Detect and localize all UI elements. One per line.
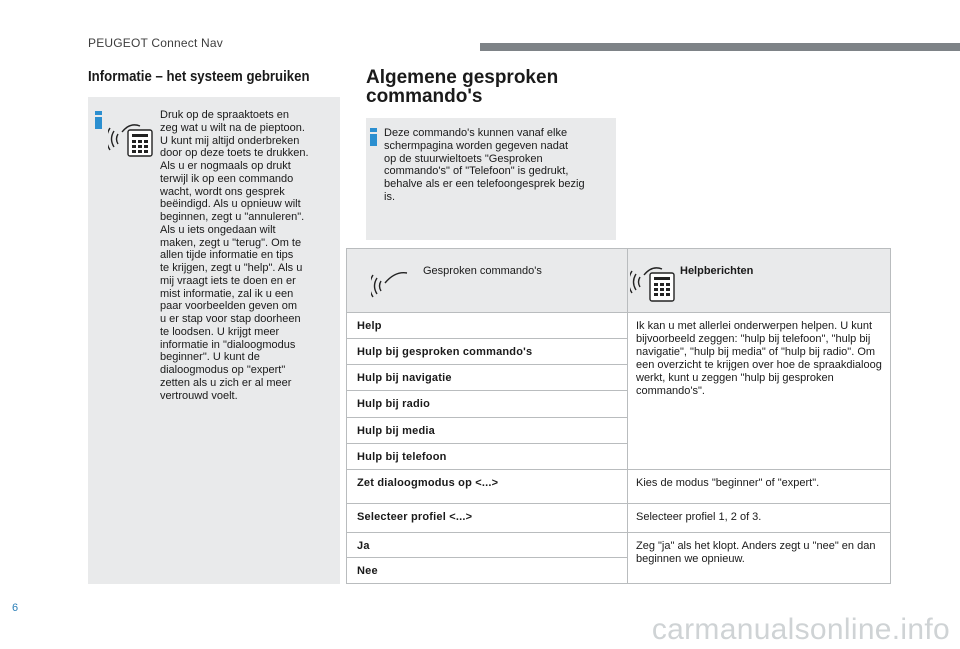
yes-no-message: Zeg "ja" als het klopt. Anders zegt u "nee" en dan beginnen we opnieuw. [636, 540, 876, 565]
voice-commands-table [346, 248, 891, 584]
table-row [347, 533, 891, 558]
command-no: Nee [357, 565, 378, 577]
voice-keypad-icon [630, 257, 676, 303]
table-row [347, 504, 891, 533]
table-row [347, 470, 891, 504]
profile-message: Selecteer profiel 1, 2 of 3. [636, 511, 762, 523]
info-icon [370, 128, 377, 146]
command-help-navigation: Hulp bij navigatie [357, 372, 452, 384]
command-dialog-mode: Zet dialoogmodus op <...> [357, 477, 499, 489]
help-message: Ik kan u met allerlei onderwerpen helpen. U kunt bijvoorbeeld zeggen: "hulp bij telefoon", "hulp bij navigatie", "hulp bij media" of "hulp bij radio". Om een overzicht te krijgen over hoe de spraakdialoog werkt, kunt u zeggen "hulp bij gesproken commando's". [636, 320, 882, 397]
voice-keypad-icon [108, 114, 154, 158]
header-label-commands: Gesproken commando's [423, 265, 542, 277]
page-number: 6 [12, 602, 19, 614]
table-header-row [347, 249, 891, 313]
dialog-mode-message: Kies de modus "beginner" of "expert". [636, 477, 820, 489]
command-help-phone: Hulp bij telefoon [357, 451, 447, 463]
header-label-messages: Helpberichten [680, 265, 754, 277]
command-help-voice: Hulp bij gesproken commando's [357, 346, 533, 358]
command-help: Help [357, 320, 382, 332]
command-help-radio: Hulp bij radio [357, 398, 431, 410]
info-icon [95, 111, 102, 129]
header-bar [480, 43, 960, 51]
section-heading-right [366, 68, 626, 106]
section-heading-left: Informatie – het systeem gebruiken [88, 68, 310, 85]
command-select-profile: Selecteer profiel <...> [357, 511, 473, 523]
table-row [347, 313, 891, 339]
heading-line-1: Algemene gesproken [366, 67, 559, 88]
header-title: PEUGEOT Connect Nav [88, 36, 223, 50]
watermark: carmanualsonline.info [651, 613, 950, 646]
heading-line-2: commando's [366, 86, 483, 107]
usage-instructions: Druk op de spraaktoets en zeg wat u wilt na de pieptoon. U kunt mij altijd onderbreken door op deze toets te drukken. Als u er nogmaals op drukt terwijl ik op een commando wacht, wordt ons gesprek beëindigd. Als u opnieuw wilt beginnen, zegt u "annuleren". Als u iets ongedaan wilt maken, zegt u "terug". Om te allen tijde informatie en tips te krijgen, zegt u "help". Als u mij vraagt iets te doen en er mist informatie, zal ik u een paar voorbeelden geven om u er stap voor stap doorheen te loodsen. U krijgt meer informatie in "dialoogmodus beginner". U kunt de dialoogmodus op "expert" zetten als u zich er al meer vertrouwd voelt. [160, 109, 309, 402]
voice-command-icon [371, 261, 411, 303]
header-cell-commands [347, 249, 628, 313]
header-cell-messages [628, 249, 891, 313]
command-help-media: Hulp bij media [357, 425, 435, 437]
commands-note: Deze commando's kunnen vanaf elke schermpagina worden gegeven nadat op de stuurwieltoets "Gesproken commando's" of "Telefoon" is gedrukt, behalve als er een telefoongesprek bezig is. [384, 127, 585, 203]
command-yes: Ja [357, 540, 370, 552]
